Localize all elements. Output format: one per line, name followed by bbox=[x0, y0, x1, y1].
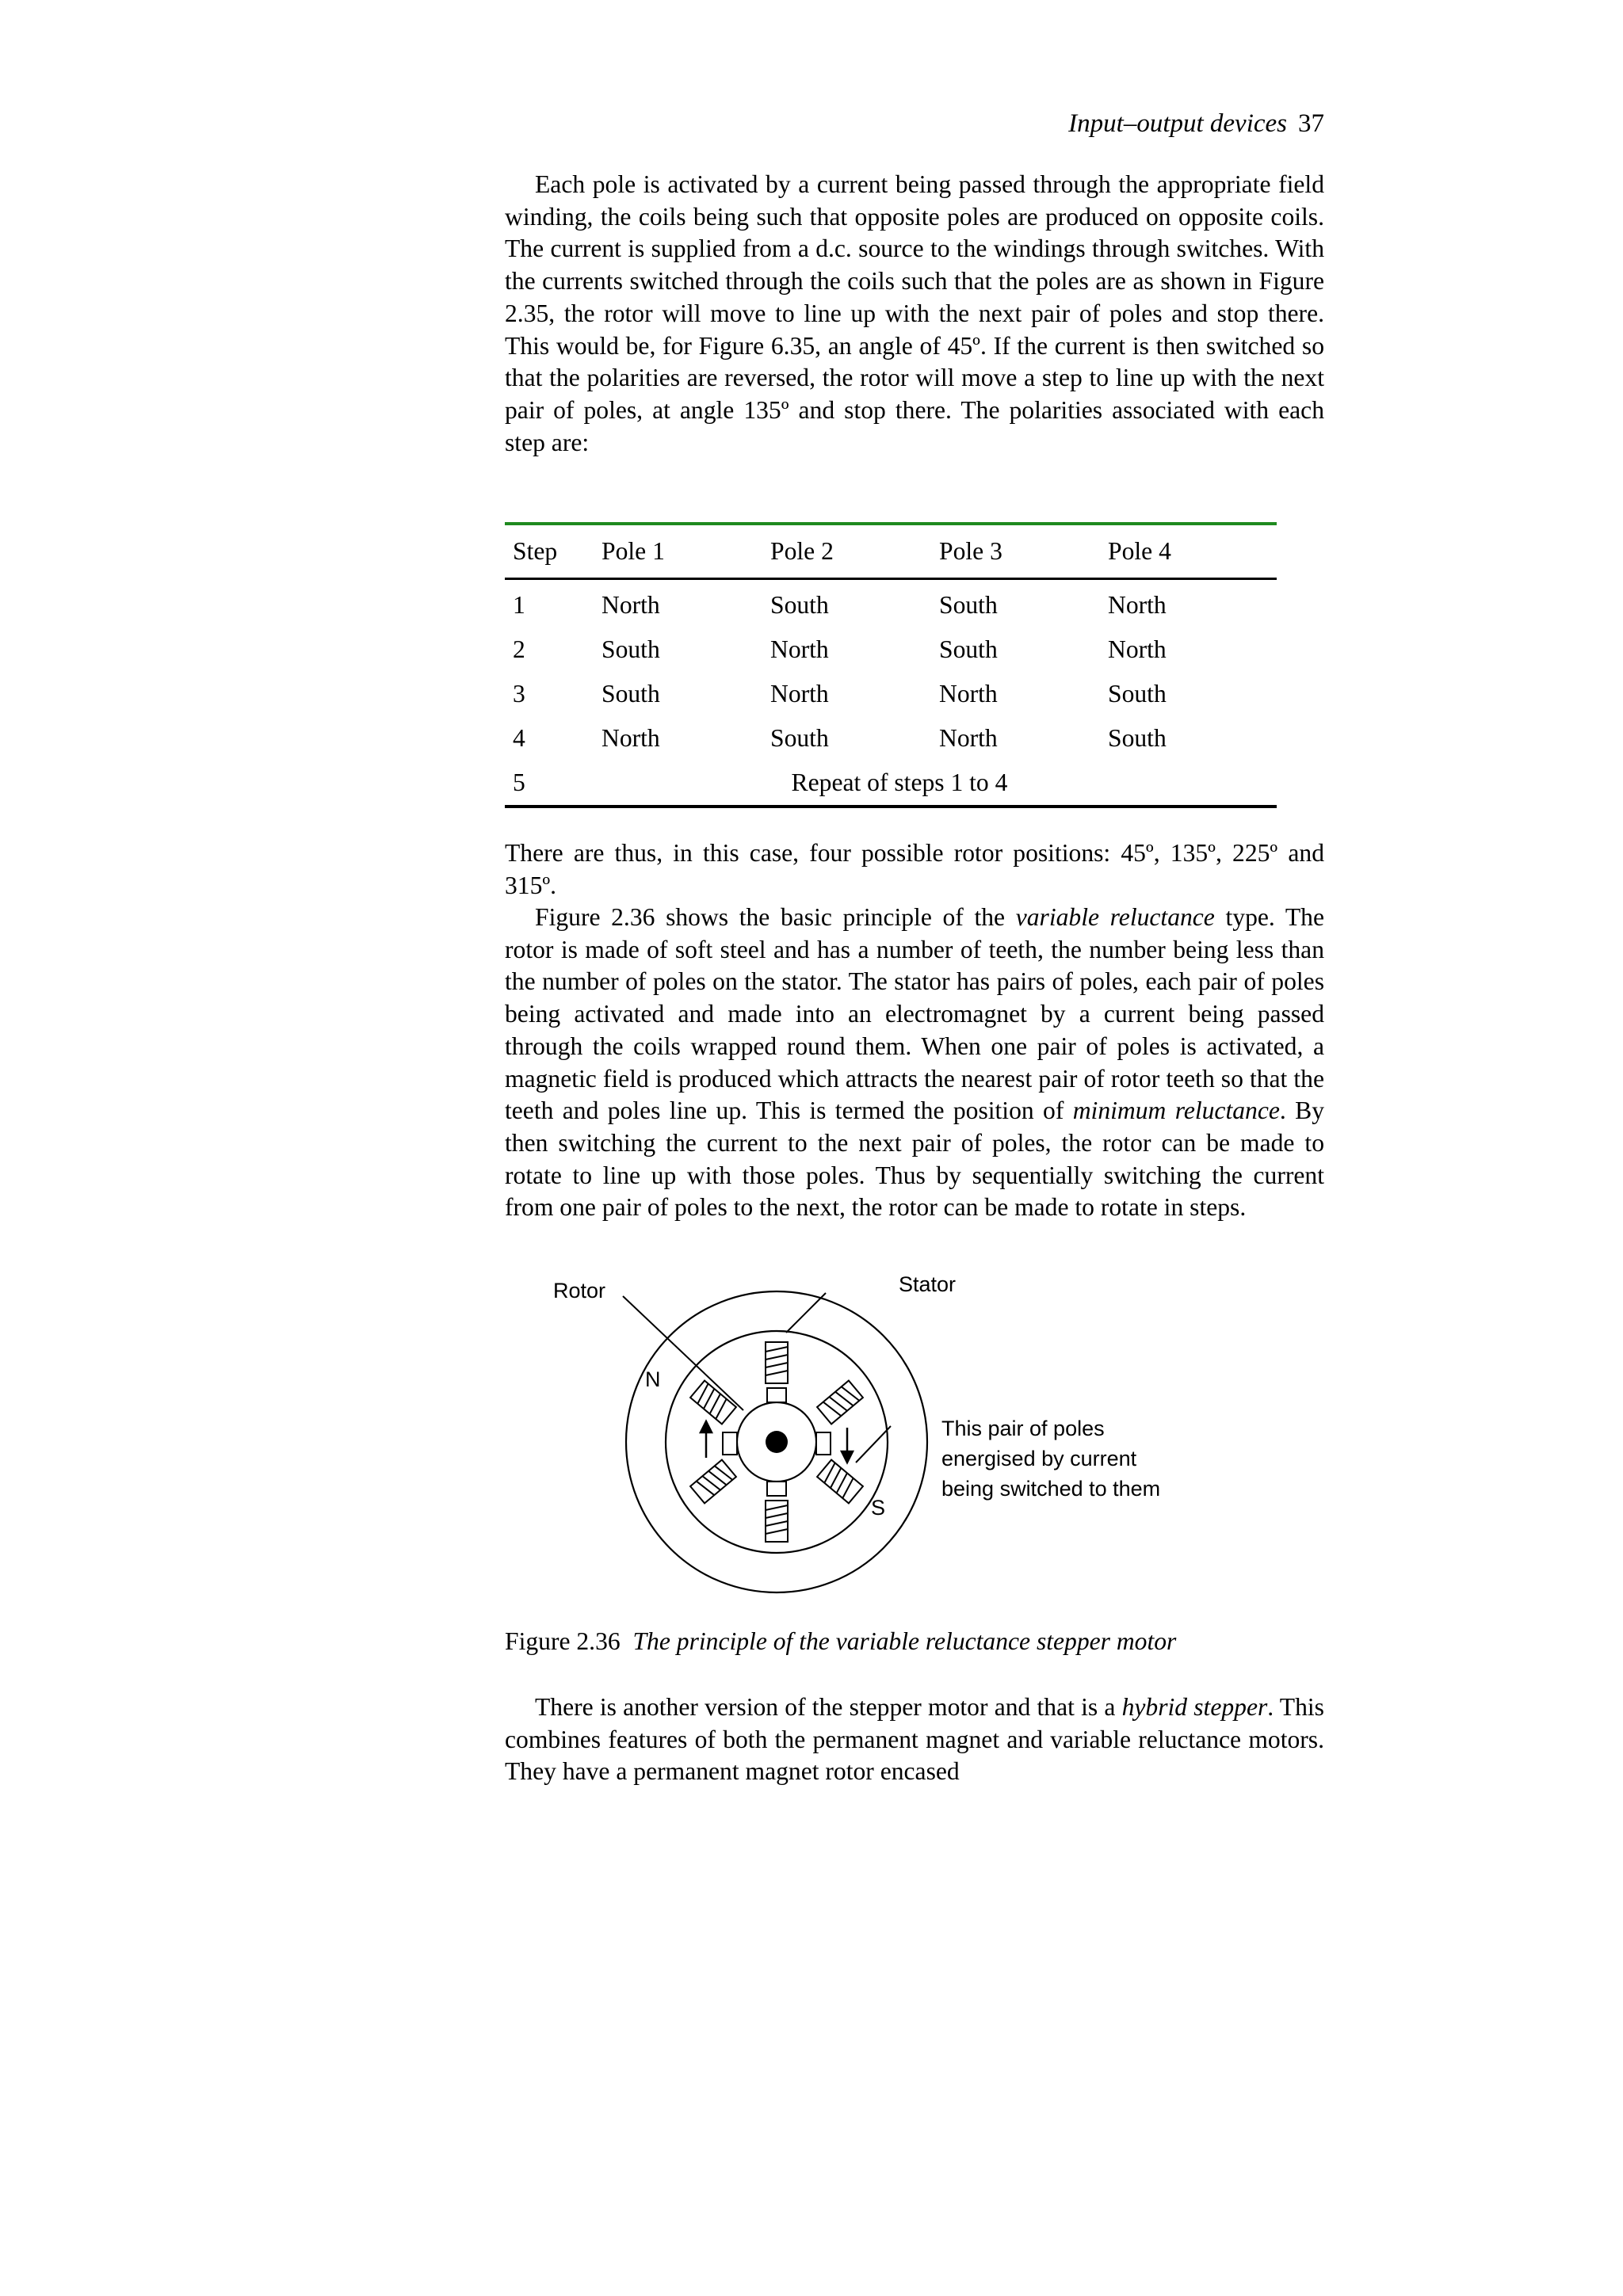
rotor-tooth-left bbox=[723, 1432, 737, 1455]
current-arrow-down-head bbox=[842, 1451, 853, 1463]
table-cell: North bbox=[601, 724, 660, 752]
table-cell: South bbox=[770, 591, 829, 619]
table-cell: 4 bbox=[513, 724, 525, 752]
table-cell: South bbox=[770, 724, 829, 752]
stator-pole-s bbox=[817, 1460, 863, 1504]
rotor-label: Rotor bbox=[553, 1279, 606, 1302]
stator-pole-top bbox=[766, 1342, 788, 1383]
header-cell: Step bbox=[513, 537, 558, 565]
table-header-row bbox=[505, 525, 1277, 578]
paragraph-poles-activation bbox=[505, 169, 1324, 459]
table-cell: 1 bbox=[513, 591, 525, 619]
table-cell: South bbox=[939, 635, 998, 663]
energised-poles-note bbox=[941, 1413, 1160, 1504]
term-hybrid-stepper: hybrid stepper bbox=[1121, 1693, 1268, 1721]
table-cell: South bbox=[1108, 680, 1167, 707]
rotor-shaft bbox=[766, 1431, 788, 1453]
paragraph-text: Each pole is activated by a current being passed through the appropriate field winding, the coils being such that opposite poles are produced on opposite coils. The current is supplied from a d.c. source to the windings through switches. With the currents switched through the coils such that the poles are as shown in Figure 2.35, the rotor will move to line up with the next pair of poles and stop there. This would be, for Figure 6.35, an angle of 45º. If the current is then switched so that the polarities are reversed, the rotor will move a step to line up with the next pair of poles, at angle 135º and stop there. The polarities associated with each step are: bbox=[505, 170, 1324, 456]
table-row bbox=[505, 583, 1277, 627]
paragraph-text: . This combines features of both the permanent magnet and variable reluctance motors. They have a permanent magnet rotor encased bbox=[505, 1693, 1324, 1786]
header-cell: Pole 4 bbox=[1108, 537, 1171, 565]
rotor-leader-line bbox=[623, 1296, 743, 1410]
table-cell: North bbox=[1108, 591, 1167, 619]
table-bottom-rule bbox=[505, 805, 1277, 808]
table-cell: North bbox=[939, 724, 998, 752]
figure-title: The principle of the variable reluctance stepper motor bbox=[632, 1627, 1177, 1655]
table-row bbox=[505, 761, 1277, 805]
table-merged-cell: Repeat of steps 1 to 4 bbox=[791, 769, 1008, 796]
table-cell: South bbox=[939, 591, 998, 619]
rotor-tooth-right bbox=[816, 1432, 831, 1455]
table-cell: North bbox=[601, 591, 660, 619]
table-row bbox=[505, 672, 1277, 716]
header-cell: Pole 2 bbox=[770, 537, 834, 565]
paragraph-text: type. The rotor is made of soft steel and has a number of teeth, the number being less than the number of poles on the stator. The stator has pairs of poles, each pair of poles being activated and made into an electromagnet by a current being passed through the coils wrapped round them. When one pair of poles is activated, a magnetic field is produced which attracts the nearest pair of rotor teeth so that the teeth and poles line up. This is termed the position of bbox=[505, 903, 1324, 1125]
term-minimum-reluctance: minimum reluctance bbox=[1072, 1097, 1280, 1125]
paragraph-text: There is another version of the stepper motor and that is a bbox=[535, 1693, 1122, 1721]
page-number: 37 bbox=[1298, 109, 1324, 138]
stator-pole-lower-left bbox=[690, 1460, 736, 1504]
stator-pole-n bbox=[690, 1381, 736, 1425]
table-cell: 5 bbox=[513, 769, 525, 796]
stator-pole-upper-right bbox=[817, 1381, 863, 1425]
table-row bbox=[505, 627, 1277, 672]
paragraph-text: Figure 2.36 shows the basic principle of the bbox=[535, 903, 1016, 931]
note-line: This pair of poles bbox=[941, 1417, 1105, 1440]
header-cell: Pole 1 bbox=[601, 537, 665, 565]
current-arrow-up-head bbox=[701, 1421, 712, 1432]
table-cell: South bbox=[1108, 724, 1167, 752]
paragraph-rotor-positions bbox=[505, 837, 1324, 902]
table-cell: North bbox=[770, 680, 829, 707]
term-variable-reluctance: variable reluctance bbox=[1015, 903, 1215, 931]
table-cell: South bbox=[601, 635, 660, 663]
figure-number: Figure 2.36 bbox=[505, 1627, 621, 1655]
table-header-rule bbox=[505, 578, 1277, 580]
paragraph-text: There are thus, in this case, four possible rotor positions: 45º, 135º, 225º and 315º. bbox=[505, 839, 1324, 899]
stepper-motor-diagram bbox=[539, 1272, 1252, 1608]
table-cell: 3 bbox=[513, 680, 525, 707]
north-pole-label: N bbox=[645, 1367, 661, 1391]
polarity-table bbox=[505, 522, 1277, 808]
south-pole-label: S bbox=[871, 1496, 886, 1520]
table-row bbox=[505, 716, 1277, 761]
rotor-tooth-bottom bbox=[767, 1482, 786, 1496]
paragraph-variable-reluctance bbox=[505, 902, 1324, 1224]
table-cell: South bbox=[601, 680, 660, 707]
header-cell: Pole 3 bbox=[939, 537, 1002, 565]
table-cell: North bbox=[1108, 635, 1167, 663]
poles-leader-line bbox=[856, 1426, 891, 1463]
paragraph-hybrid-stepper bbox=[505, 1691, 1324, 1788]
table-cell: 2 bbox=[513, 635, 525, 663]
stator-leader-line bbox=[786, 1293, 826, 1333]
table-cell: North bbox=[770, 635, 829, 663]
running-title: Input–output devices bbox=[1068, 109, 1287, 138]
figure-caption bbox=[505, 1627, 1176, 1656]
stator-pole-bottom bbox=[766, 1501, 788, 1542]
note-line: energised by current bbox=[941, 1447, 1137, 1470]
paragraph-text: . By then switching the current to the next pair of poles, the rotor can be made to rotate to line up with those poles. Thus by sequentially switching the current from one pair of poles to the next, the rotor can be made to rotate in steps. bbox=[505, 1097, 1324, 1222]
note-line: being switched to them bbox=[941, 1477, 1161, 1501]
table-cell: North bbox=[939, 680, 998, 707]
stator-label: Stator bbox=[899, 1272, 957, 1296]
rotor-tooth-top bbox=[767, 1388, 786, 1402]
running-header bbox=[1068, 109, 1324, 139]
